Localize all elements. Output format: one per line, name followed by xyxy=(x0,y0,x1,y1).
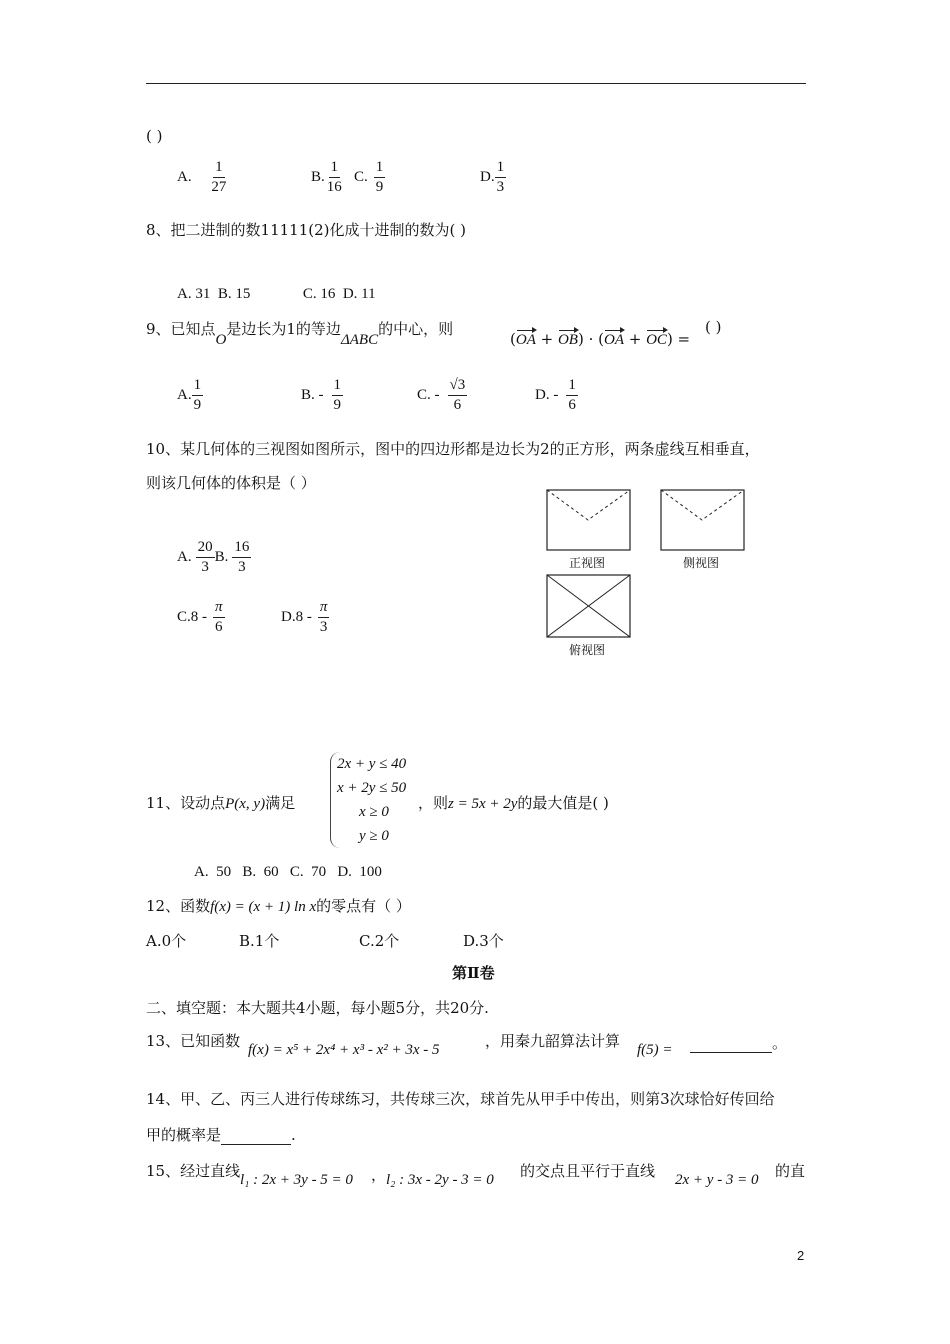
q11-stem-b: ，则z = 5x + 2y的最大值是( ) xyxy=(418,794,609,812)
q10-option-d: D.8 - $\frac{\pi}{3}$ xyxy=(281,599,328,635)
q7-options xyxy=(177,160,228,195)
q9-option-b: B. - $\frac{1}{9}$ xyxy=(301,377,342,413)
q9-option-d: D. - $\frac{1}{6}$ xyxy=(535,377,576,413)
q12-option-b: B.1个 xyxy=(239,932,280,950)
q10-stem-line2: 则该几何体的体积是（ ） xyxy=(146,474,316,492)
top-view-caption: 俯视图 xyxy=(569,643,606,657)
q12-option-d: D.3个 xyxy=(463,932,504,950)
page-number: 2 xyxy=(797,1248,805,1263)
side-view-caption: 侧视图 xyxy=(683,556,720,570)
q14-answer-blank[interactable] xyxy=(221,1130,291,1145)
q9-option-a: A. $\frac{1}{9}$ xyxy=(177,377,202,413)
q7-option-c: C. $\frac{1}{9}$ xyxy=(354,159,384,195)
q9-option-c: C. - $\frac{√3}{6}$ xyxy=(417,377,466,413)
q7-option-d: D. $\frac{1}{3}$ xyxy=(480,159,505,195)
q15-line-parallel: 2x + y - 3 = 0 xyxy=(675,1172,759,1188)
q9-paren: ( ) xyxy=(705,318,722,336)
front-view-caption: 正视图 xyxy=(569,556,606,570)
three-view-figure xyxy=(540,484,755,659)
q7-option-b: B. $\frac{1}{16}$ xyxy=(311,159,342,195)
top-view xyxy=(547,575,630,637)
q14-line1: 14、甲、乙、丙三人进行传球练习，共传球三次，球首先从甲手中传出，则第3次球恰好传回给 xyxy=(146,1090,775,1108)
q13-eval: f(5) = xyxy=(637,1042,673,1058)
q15-stem-b: 的交点且平行于直线 xyxy=(520,1162,656,1180)
q13-answer-blank[interactable]: 。 xyxy=(690,1032,787,1053)
q14-line2: 甲的概率是 . xyxy=(146,1126,296,1144)
q9-stem: 9、已知点O是边长为1的等边ΔABC的中心，则 xyxy=(146,320,454,348)
q11-options: A. 50 B. 60 C. 70 D. 100 xyxy=(194,864,382,880)
q13-stem-a: 13、已知函数 xyxy=(146,1032,241,1050)
section-title: 第Ⅱ卷 xyxy=(452,964,495,982)
q15-stem-a: 15、经过直线 xyxy=(146,1162,241,1180)
side-view xyxy=(661,490,744,550)
q12-option-c: C.2个 xyxy=(359,932,400,950)
q13-polynomial: f(x) = x⁵ + 2x⁴ + x³ - x² + 3x - 5 xyxy=(248,1042,440,1058)
constraint-4: y ≥ 0 xyxy=(359,828,389,844)
q7-option-a: A. $\frac{1}{27}$ xyxy=(177,159,227,195)
header-rule xyxy=(146,83,806,84)
q7-paren: ( ) xyxy=(146,127,163,145)
front-view xyxy=(547,490,630,550)
q15-stem-c: 的直 xyxy=(775,1162,806,1180)
q8-options: A. 31 B. 15 C. 16 D. 11 xyxy=(177,286,376,302)
q13-stem-b: ，用秦九韶算法计算 xyxy=(485,1032,621,1050)
q9-vector-expression: (OA + OB) · (OA + OC) = xyxy=(510,330,691,348)
q11-stem-a: 11、设动点P(x, y)满足 xyxy=(146,794,296,812)
q10-option-ab: A. $\frac{20}{3}$ B. $\frac{16}{3}$ xyxy=(177,539,250,575)
constraint-2: x + 2y ≤ 50 xyxy=(337,780,407,796)
q8-stem: 8、把二进制的数11111(2)化成十进制的数为( ) xyxy=(146,221,466,239)
q15-line-l1: l₁ : 2x + 3y - 5 = 0 xyxy=(240,1172,353,1188)
q15-comma: ， xyxy=(371,1166,387,1184)
constraint-1: 2x + y ≤ 40 xyxy=(337,756,407,772)
q12-option-a: A.0个 xyxy=(146,932,187,950)
q10-option-c: C.8 - $\frac{\pi}{6}$ xyxy=(177,599,223,635)
q15-line-l2: l₂ : 3x - 2y - 3 = 0 xyxy=(386,1172,494,1188)
q12-stem: 12、函数f(x) = (x + 1) ln x的零点有（ ） xyxy=(146,897,411,915)
q10-stem-line1: 10、某几何体的三视图如图所示，图中的四边形都是边长为2的正方形，两条虚线互相垂直， xyxy=(146,440,760,458)
section-heading: 二、填空题：本大题共4小题，每小题5分，共20分. xyxy=(146,999,489,1017)
constraint-3: x ≥ 0 xyxy=(359,804,389,820)
